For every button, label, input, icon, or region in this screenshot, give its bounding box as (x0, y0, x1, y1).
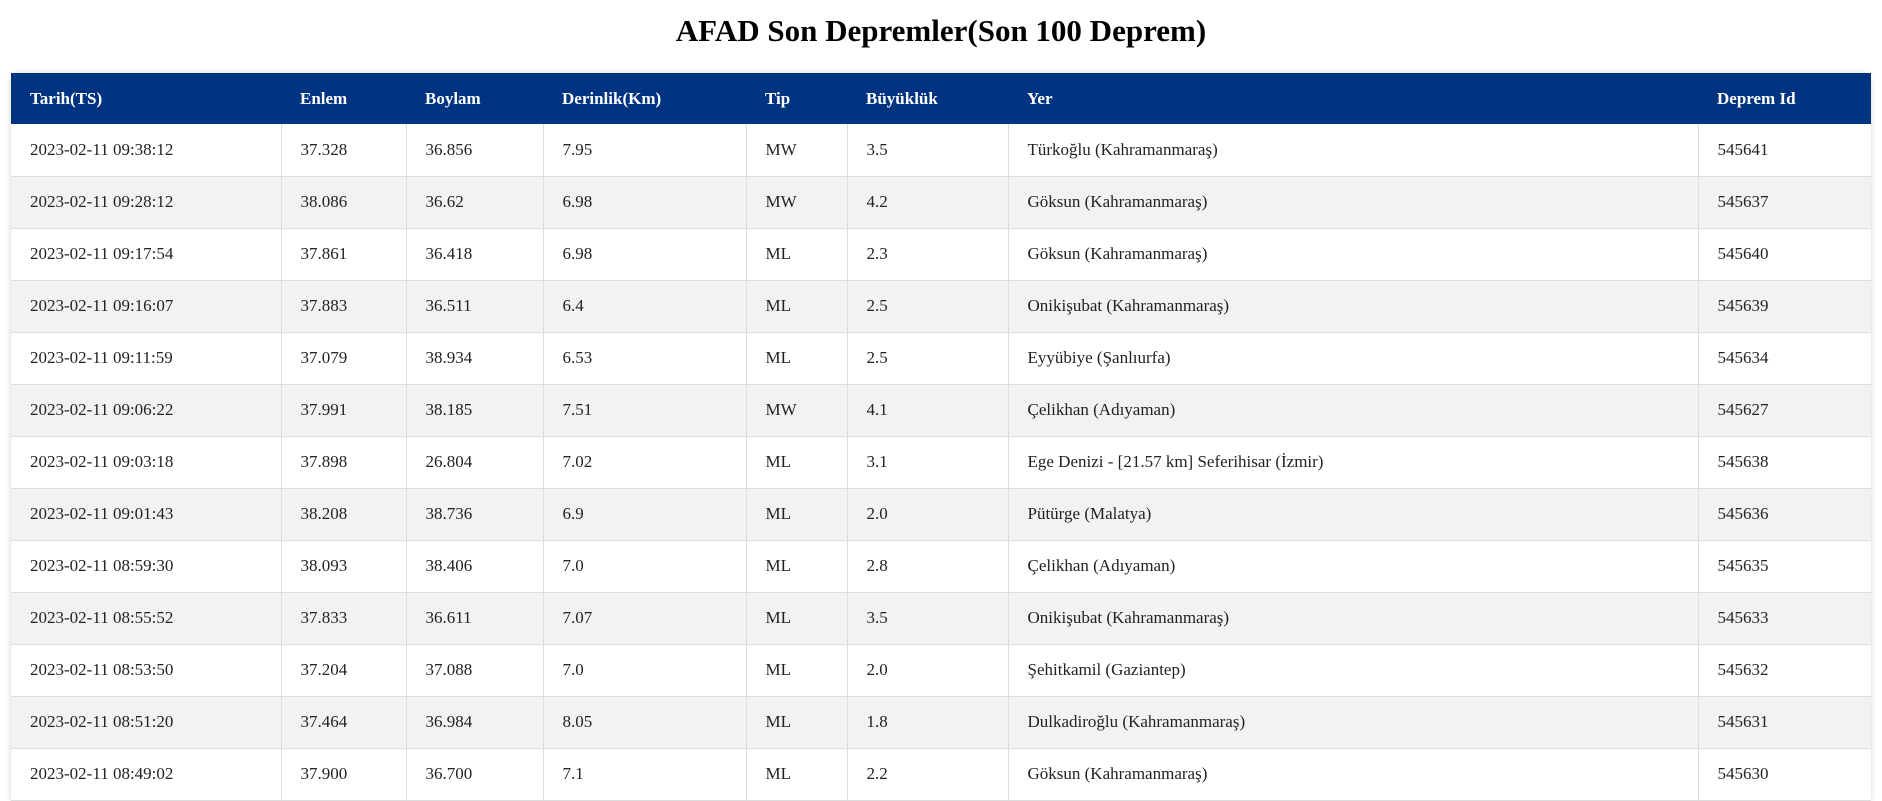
cell-longitude: 36.511 (406, 280, 543, 332)
page-title: AFAD Son Depremler(Son 100 Deprem) (675, 13, 1207, 48)
cell-longitude: 36.700 (406, 748, 543, 800)
cell-latitude: 38.093 (281, 540, 406, 592)
column-header-magnitude: Büyüklük (866, 88, 938, 108)
cell-longitude: 36.856 (406, 124, 543, 176)
table-row (11, 384, 1871, 436)
cell-quake-id: 545631 (1698, 696, 1871, 748)
cell-magnitude: 2.0 (847, 488, 1008, 540)
cell-latitude: 37.204 (281, 644, 406, 696)
cell-depth: 7.95 (543, 124, 746, 176)
cell-depth: 6.98 (543, 228, 746, 280)
table-row (11, 748, 1871, 800)
cell-magnitude: 2.5 (847, 332, 1008, 384)
cell-type: ML (746, 748, 847, 800)
column-header-latitude: Enlem (300, 88, 348, 108)
table-row (11, 124, 1871, 176)
column-header-type: Tip (765, 88, 791, 108)
cell-longitude: 38.185 (406, 384, 543, 436)
cell-location: Onikişubat (Kahramanmaraş) (1008, 592, 1698, 644)
earthquake-table-container (11, 73, 1871, 801)
cell-location: Göksun (Kahramanmaraş) (1008, 176, 1698, 228)
cell-depth: 6.4 (543, 280, 746, 332)
column-header-quake-id: Deprem Id (1717, 88, 1796, 108)
cell-date: 2023-02-11 08:59:30 (11, 540, 281, 592)
cell-magnitude: 3.5 (847, 124, 1008, 176)
cell-latitude: 38.086 (281, 176, 406, 228)
cell-location: Türkoğlu (Kahramanmaraş) (1008, 124, 1698, 176)
cell-type: ML (746, 696, 847, 748)
cell-quake-id: 545641 (1698, 124, 1871, 176)
cell-quake-id: 545627 (1698, 384, 1871, 436)
cell-magnitude: 3.1 (847, 436, 1008, 488)
column-header-location: Yer (1027, 88, 1053, 108)
cell-longitude: 26.804 (406, 436, 543, 488)
cell-quake-id: 545633 (1698, 592, 1871, 644)
earthquake-table (11, 73, 1871, 801)
cell-location: Göksun (Kahramanmaraş) (1008, 228, 1698, 280)
cell-magnitude: 4.1 (847, 384, 1008, 436)
cell-quake-id: 545639 (1698, 280, 1871, 332)
cell-quake-id: 545637 (1698, 176, 1871, 228)
table-row (11, 644, 1871, 696)
cell-type: ML (746, 644, 847, 696)
table-row (11, 228, 1871, 280)
cell-depth: 6.98 (543, 176, 746, 228)
cell-date: 2023-02-11 08:49:02 (11, 748, 281, 800)
cell-type: MW (746, 384, 847, 436)
cell-date: 2023-02-11 09:28:12 (11, 176, 281, 228)
cell-magnitude: 2.0 (847, 644, 1008, 696)
table-row (11, 436, 1871, 488)
cell-location: Çelikhan (Adıyaman) (1008, 540, 1698, 592)
cell-depth: 7.07 (543, 592, 746, 644)
cell-date: 2023-02-11 08:55:52 (11, 592, 281, 644)
table-row (11, 332, 1871, 384)
cell-magnitude: 2.5 (847, 280, 1008, 332)
cell-quake-id: 545635 (1698, 540, 1871, 592)
table-row (11, 592, 1871, 644)
cell-longitude: 37.088 (406, 644, 543, 696)
cell-latitude: 37.833 (281, 592, 406, 644)
cell-quake-id: 545636 (1698, 488, 1871, 540)
cell-date: 2023-02-11 09:16:07 (11, 280, 281, 332)
cell-depth: 7.1 (543, 748, 746, 800)
cell-magnitude: 1.8 (847, 696, 1008, 748)
cell-location: Göksun (Kahramanmaraş) (1008, 748, 1698, 800)
cell-depth: 7.0 (543, 644, 746, 696)
cell-longitude: 36.62 (406, 176, 543, 228)
cell-latitude: 37.079 (281, 332, 406, 384)
table-header-row (11, 73, 1871, 124)
cell-latitude: 38.208 (281, 488, 406, 540)
cell-type: ML (746, 436, 847, 488)
cell-depth: 8.05 (543, 696, 746, 748)
cell-longitude: 38.934 (406, 332, 543, 384)
cell-date: 2023-02-11 09:11:59 (11, 332, 281, 384)
cell-latitude: 37.328 (281, 124, 406, 176)
cell-quake-id: 545640 (1698, 228, 1871, 280)
cell-magnitude: 2.3 (847, 228, 1008, 280)
cell-quake-id: 545634 (1698, 332, 1871, 384)
cell-quake-id: 545632 (1698, 644, 1871, 696)
cell-type: ML (746, 228, 847, 280)
cell-type: MW (746, 124, 847, 176)
cell-depth: 7.02 (543, 436, 746, 488)
cell-quake-id: 545630 (1698, 748, 1871, 800)
cell-magnitude: 2.8 (847, 540, 1008, 592)
table-row (11, 280, 1871, 332)
cell-longitude: 38.406 (406, 540, 543, 592)
table-header (11, 73, 1871, 124)
cell-location: Dulkadiroğlu (Kahramanmaraş) (1008, 696, 1698, 748)
cell-type: ML (746, 280, 847, 332)
cell-date: 2023-02-11 08:51:20 (11, 696, 281, 748)
cell-magnitude: 4.2 (847, 176, 1008, 228)
table-row (11, 540, 1871, 592)
cell-date: 2023-02-11 09:38:12 (11, 124, 281, 176)
cell-location: Şehitkamil (Gaziantep) (1008, 644, 1698, 696)
cell-location: Onikişubat (Kahramanmaraş) (1008, 280, 1698, 332)
cell-magnitude: 2.2 (847, 748, 1008, 800)
cell-location: Pütürge (Malatya) (1008, 488, 1698, 540)
cell-latitude: 37.861 (281, 228, 406, 280)
table-row (11, 176, 1871, 228)
cell-longitude: 36.418 (406, 228, 543, 280)
cell-depth: 6.53 (543, 332, 746, 384)
cell-location: Çelikhan (Adıyaman) (1008, 384, 1698, 436)
cell-latitude: 37.991 (281, 384, 406, 436)
cell-depth: 7.51 (543, 384, 746, 436)
cell-date: 2023-02-11 09:06:22 (11, 384, 281, 436)
cell-type: ML (746, 540, 847, 592)
table-body (11, 124, 1871, 800)
cell-quake-id: 545638 (1698, 436, 1871, 488)
cell-date: 2023-02-11 09:01:43 (11, 488, 281, 540)
column-header-longitude: Boylam (425, 88, 481, 108)
cell-depth: 6.9 (543, 488, 746, 540)
cell-longitude: 36.611 (406, 592, 543, 644)
cell-latitude: 37.898 (281, 436, 406, 488)
cell-location: Ege Denizi - [21.57 km] Seferihisar (İzmir) (1008, 436, 1698, 488)
cell-date: 2023-02-11 09:17:54 (11, 228, 281, 280)
cell-magnitude: 3.5 (847, 592, 1008, 644)
cell-date: 2023-02-11 08:53:50 (11, 644, 281, 696)
cell-depth: 7.0 (543, 540, 746, 592)
cell-location: Eyyübiye (Şanlıurfa) (1008, 332, 1698, 384)
table-row (11, 696, 1871, 748)
cell-type: ML (746, 488, 847, 540)
column-header-date: Tarih(TS) (30, 88, 103, 108)
column-header-depth: Derinlik(Km) (562, 88, 662, 108)
cell-date: 2023-02-11 09:03:18 (11, 436, 281, 488)
cell-type: ML (746, 592, 847, 644)
cell-latitude: 37.464 (281, 696, 406, 748)
cell-type: ML (746, 332, 847, 384)
table-row (11, 488, 1871, 540)
cell-longitude: 36.984 (406, 696, 543, 748)
cell-longitude: 38.736 (406, 488, 543, 540)
cell-type: MW (746, 176, 847, 228)
cell-latitude: 37.883 (281, 280, 406, 332)
cell-latitude: 37.900 (281, 748, 406, 800)
